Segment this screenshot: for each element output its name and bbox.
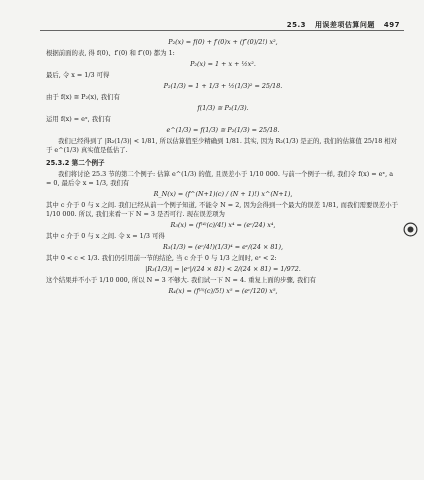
binding-hole-icon [403,222,418,237]
paragraph-approx: 由于 f(x) ≅ P₂(x), 我们有 [46,93,120,101]
paragraph-accuracy: 我们已经得到了 |R₂(1/3)| < 1/81, 所以估算值至少精确到 1/81. 其实, 因为 R₂(1/3) 是正的, 我们的估算值 25/18 相对于 e^(1/3) 真实值是低估了. [46,137,398,154]
paragraph-n4: 这个结果并不小于 1/10 000, 所以 N = 3 不够大. 我们试一下 N = 4. 重复上面的步骤, 我们有 [46,276,317,284]
equation-r3: R₃(x) = (f⁽⁴⁾(c)/4!) x⁴ = (eᶜ/24) x⁴, [170,221,276,229]
paragraph-substitute: 最后, 令 x = 1/3 可得 [46,71,110,79]
paragraph-second-example: 我们将讨论 25.3 节的第二个例子: 估算 e^(1/3) 的值, 且误差小于 1/10 000. 与前一个例子一样, 我们令 f(x) = eˣ, a = 0, 最后令 x = 1/3, 我们有 [46,170,394,187]
page-body [46,36,400,298]
paragraph-derivatives: 根据前面的表, 得 f(0)、f′(0) 和 f″(0) 都为 1: [46,49,175,57]
paragraph-bound: 其中 0 < c < 1/3. 我们仍引用前一节的结论, 当 c 介于 0 与 1/3 之间时, eᶜ < 2: [46,254,277,262]
header-title: 用误差项估算问题 [314,21,375,29]
equation-r4: R₄(x) = (f⁽⁵⁾(c)/5!) x⁵ = (eᶜ/120) x⁵, [168,287,278,295]
paragraph-exp: 运用 f(x) = eˣ, 我们有 [46,115,111,123]
equation-remainder-general: R_N(x) = (f^(N+1)(c) / (N + 1)!) x^(N+1), [153,190,293,198]
equation-f-approx: f(1/3) ≅ P₂(1/3). [197,104,249,112]
equation-exp-estimate: e^(1/3) = f(1/3) ≅ P₂(1/3) = 25/18. [166,126,280,134]
section-heading: 25.3.2 第二个例子 [46,159,105,167]
equation-taylor-p2: P₂(x) = f(0) + f′(0)x + (f″(0)/2!) x², [168,38,278,46]
equation-r3-value: R₃(1/3) = (eᶜ/4!)(1/3)⁴ = eᶜ/(24 × 81), [162,243,283,251]
equation-p2-simplified: P₂(x) = 1 + x + ½x². [190,60,256,68]
header-section-number: 25.3 [286,21,306,29]
equation-r3-bound: |R₃(1/3)| = |eᶜ|/(24 × 81) < 2/(24 × 81) = 1/972. [145,265,301,273]
page-header [281,20,400,30]
paragraph-n3: 其中 c 介于 0 与 x 之间. 我们已经从前一个例子知道, 不能令 N = 2, 因为会得到一个最大的误差 1/81, 而我们需要误差小于 1/10 000. 所以, 我们来看一下 N = 3 是否可行. 现在误差项为 [46,201,398,218]
header-page-number: 497 [383,21,400,29]
paragraph-substitute-2: 其中 c 介于 0 与 x 之间. 令 x = 1/3 可得 [46,232,165,240]
equation-p2-value: P₂(1/3) = 1 + 1/3 + ½(1/3)² = 25/18. [163,82,283,90]
header-rule [40,30,404,31]
